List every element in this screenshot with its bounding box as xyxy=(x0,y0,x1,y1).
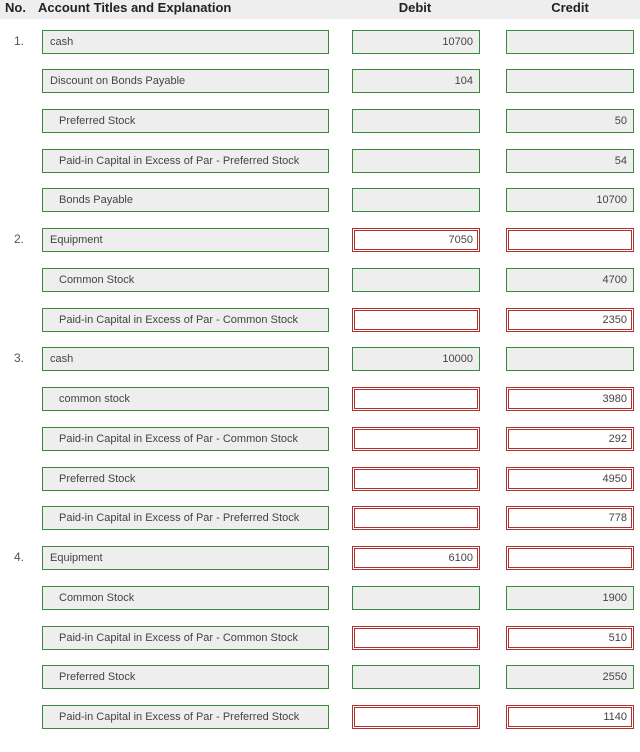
debit-field[interactable] xyxy=(352,665,480,689)
entry-number: 4. xyxy=(14,550,25,564)
account-title-field[interactable]: Paid-in Capital in Excess of Par - Preferred Stock xyxy=(42,149,329,173)
account-title-field[interactable]: Common Stock xyxy=(42,268,329,292)
journal-row xyxy=(0,308,640,334)
account-title-field[interactable]: Paid-in Capital in Excess of Par - Common Stock xyxy=(42,427,329,451)
account-title-field[interactable]: Paid-in Capital in Excess of Par - Preferred Stock xyxy=(42,705,329,729)
debit-field[interactable] xyxy=(352,626,480,650)
journal-row xyxy=(0,30,640,56)
journal-row xyxy=(0,268,640,294)
debit-field[interactable] xyxy=(352,387,480,411)
debit-field[interactable] xyxy=(352,149,480,173)
journal-row xyxy=(0,665,640,691)
header-account-titles: Account Titles and Explanation xyxy=(38,0,232,15)
account-title-field[interactable]: common stock xyxy=(42,387,329,411)
credit-field[interactable] xyxy=(506,30,634,54)
account-title-field[interactable]: Preferred Stock xyxy=(42,665,329,689)
debit-field[interactable]: 10000 xyxy=(352,347,480,371)
account-title-field[interactable]: Bonds Payable xyxy=(42,188,329,212)
header-debit: Debit xyxy=(398,0,432,15)
journal-row xyxy=(0,347,640,373)
journal-row xyxy=(0,228,640,254)
debit-field[interactable] xyxy=(352,506,480,530)
entry-number: 2. xyxy=(14,232,25,246)
account-title-field[interactable]: cash xyxy=(42,30,329,54)
account-title-field[interactable]: Paid-in Capital in Excess of Par - Preferred Stock xyxy=(42,506,329,530)
debit-field[interactable] xyxy=(352,109,480,133)
journal-row xyxy=(0,387,640,413)
journal-row xyxy=(0,546,640,572)
account-title-field[interactable]: Paid-in Capital in Excess of Par - Common Stock xyxy=(42,308,329,332)
journal-row xyxy=(0,467,640,493)
account-title-field[interactable]: Discount on Bonds Payable xyxy=(42,69,329,93)
credit-field[interactable] xyxy=(506,347,634,371)
journal-row xyxy=(0,705,640,731)
journal-row xyxy=(0,69,640,95)
credit-field[interactable]: 1140 xyxy=(506,705,634,729)
debit-field[interactable] xyxy=(352,427,480,451)
journal-row xyxy=(0,109,640,135)
journal-row xyxy=(0,427,640,453)
credit-field[interactable]: 50 xyxy=(506,109,634,133)
debit-field[interactable]: 10700 xyxy=(352,30,480,54)
account-title-field[interactable]: Equipment xyxy=(42,546,329,570)
credit-field[interactable]: 778 xyxy=(506,506,634,530)
journal-row xyxy=(0,149,640,175)
account-title-field[interactable]: Preferred Stock xyxy=(42,467,329,491)
debit-field[interactable]: 6100 xyxy=(352,546,480,570)
account-title-field[interactable]: Paid-in Capital in Excess of Par - Common Stock xyxy=(42,626,329,650)
credit-field[interactable]: 3980 xyxy=(506,387,634,411)
credit-field[interactable]: 1900 xyxy=(506,586,634,610)
credit-field[interactable] xyxy=(506,228,634,252)
credit-field[interactable]: 4950 xyxy=(506,467,634,491)
credit-field[interactable]: 510 xyxy=(506,626,634,650)
header-credit: Credit xyxy=(551,0,589,15)
journal-row xyxy=(0,586,640,612)
journal-row xyxy=(0,188,640,214)
debit-field[interactable]: 104 xyxy=(352,69,480,93)
account-title-field[interactable]: cash xyxy=(42,347,329,371)
credit-field[interactable]: 54 xyxy=(506,149,634,173)
debit-field[interactable] xyxy=(352,586,480,610)
account-title-field[interactable]: Common Stock xyxy=(42,586,329,610)
account-title-field[interactable]: Preferred Stock xyxy=(42,109,329,133)
debit-field[interactable] xyxy=(352,467,480,491)
debit-field[interactable] xyxy=(352,308,480,332)
credit-field[interactable]: 4700 xyxy=(506,268,634,292)
debit-field[interactable] xyxy=(352,188,480,212)
account-title-field[interactable]: Equipment xyxy=(42,228,329,252)
header-no: No. xyxy=(5,0,26,15)
credit-field[interactable]: 10700 xyxy=(506,188,634,212)
credit-field[interactable] xyxy=(506,546,634,570)
credit-field[interactable] xyxy=(506,69,634,93)
debit-field[interactable] xyxy=(352,268,480,292)
credit-field[interactable]: 2350 xyxy=(506,308,634,332)
journal-row xyxy=(0,626,640,652)
entry-number: 3. xyxy=(14,351,25,365)
credit-field[interactable]: 292 xyxy=(506,427,634,451)
journal-row xyxy=(0,506,640,532)
entry-number: 1. xyxy=(14,34,25,48)
debit-field[interactable]: 7050 xyxy=(352,228,480,252)
debit-field[interactable] xyxy=(352,705,480,729)
credit-field[interactable]: 2550 xyxy=(506,665,634,689)
